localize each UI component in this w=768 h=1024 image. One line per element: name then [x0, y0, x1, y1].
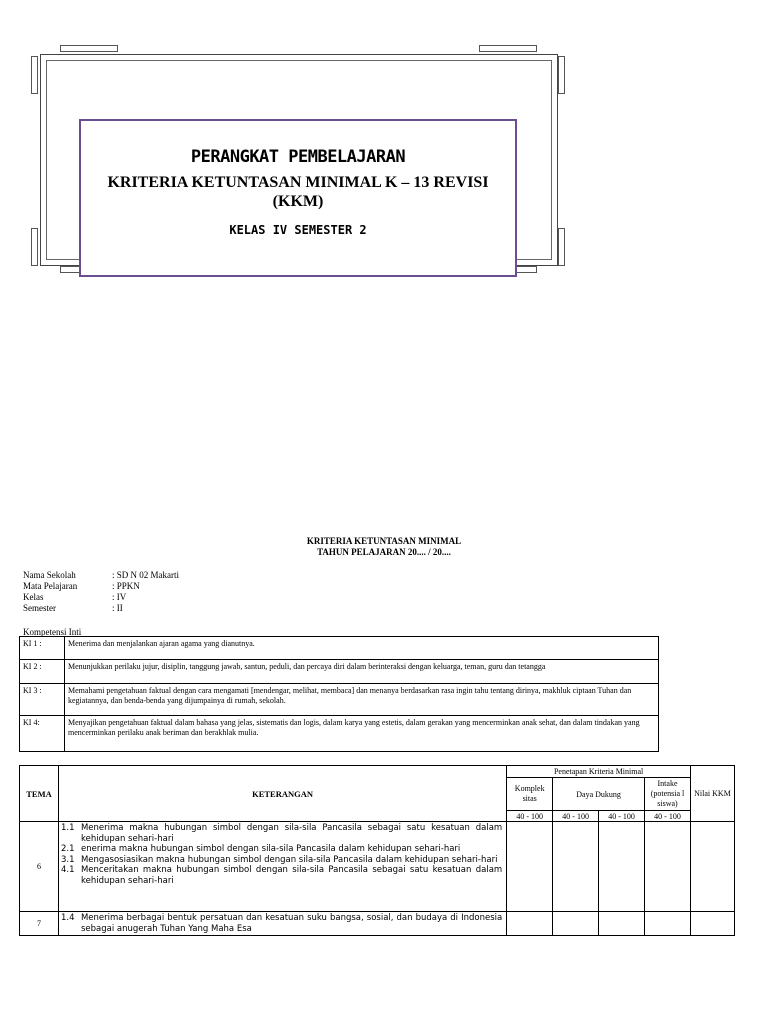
document-year: TAHUN PELAJARAN 20.... / 20....	[317, 547, 451, 557]
info-value: : IV	[112, 592, 127, 602]
info-row-semester	[23, 603, 179, 614]
frame-tab-top-left	[60, 45, 118, 52]
info-value: : SD N 02 Makarti	[112, 570, 179, 580]
frame-tab-right-top	[558, 56, 565, 94]
table-row	[20, 912, 735, 936]
info-label: Kelas	[23, 592, 44, 602]
info-label: Mata Pelajaran	[23, 581, 78, 591]
col-nilai-kkm: Nilai KKM	[690, 766, 734, 822]
range-cell: 40 - 100	[599, 811, 645, 822]
kd-text: Mengasosiasikan makna hubungan simbol dengan sila-sila Pancasila dalam kehidupan sehari-hari	[80, 854, 498, 865]
kd-text: Menceritakan makna hubungan simbol dengan sila-sila Pancasila sebagai satu kesatuan dalam kehidupan sehari-hari	[80, 865, 503, 886]
kd-number: 3.1	[60, 854, 75, 865]
kd-item	[61, 913, 502, 934]
cover-title: PERANGKAT PEMBELAJARAN	[190, 147, 406, 167]
frame-tab-left-bottom	[31, 228, 38, 266]
empty-cell	[507, 912, 553, 936]
kkm-table	[19, 765, 735, 936]
frame-tab-right-bottom	[558, 228, 565, 266]
info-row-school	[23, 570, 179, 581]
ki-code: KI 1 :	[20, 637, 65, 660]
kd-number: 4.1	[60, 865, 75, 875]
ki-text: Menerima dan menjalankan ajaran agama yang dianutnya.	[65, 637, 659, 660]
ki-code: KI 3 :	[20, 684, 65, 716]
keterangan-cell	[58, 912, 506, 936]
ki-text: Memahami pengetahuan faktual dengan cara mengamati [mendengar, melihat, membaca] dan menanya berdasarkan rasa ingin tahu tentang dirinya, makhluk ciptaan Tuhan dan kegiatannya, dan benda-benda yang dijumpainya di rumah, sekolah.	[65, 684, 659, 716]
ki-code: KI 2 :	[20, 660, 65, 684]
ki-row	[20, 684, 659, 716]
info-label: Semester	[23, 603, 56, 613]
range-cell: 40 - 100	[645, 811, 691, 822]
empty-cell	[645, 912, 691, 936]
col-tema: TEMA	[20, 766, 59, 822]
info-label: Nama Sekolah	[23, 570, 76, 580]
table-row	[20, 822, 735, 912]
table-header-row	[20, 766, 735, 778]
kd-item	[61, 844, 502, 855]
col-keterangan: KETERANGAN	[58, 766, 506, 822]
cover-subtitle	[81, 173, 515, 211]
ki-text: Menyajikan pengetahuan faktual dalam bahasa yang jelas, sistematis dan logis, dalam karya yang estetis, dalam gerakan yang mencerminkan anak sehat, dan dalam tindakan yang mencerminkan perilaku anak beriman dan berakhlak mulia.	[65, 716, 659, 752]
cover-title-box	[79, 119, 517, 277]
range-cell: 40 - 100	[553, 811, 599, 822]
empty-cell	[507, 822, 553, 912]
kd-text: enerima makna hubungan simbol dengan sila-sila Pancasila dalam kehidupan sehari-hari	[80, 844, 461, 854]
frame-tab-left-top	[31, 56, 38, 94]
kd-item	[61, 823, 502, 844]
ki-heading: Kompetensi Inti	[23, 627, 82, 637]
tema-cell: 7	[20, 912, 59, 936]
range-cell: 40 - 100	[507, 811, 553, 822]
col-kompleksitas: Komplek sitas	[507, 778, 553, 811]
col-penetapan: Penetapan Kriteria Minimal	[507, 766, 691, 778]
empty-cell	[553, 822, 599, 912]
cover-subtitle-line2: (KKM)	[272, 193, 324, 210]
kd-text: Menerima berbagai bentuk persatuan dan kesatuan suku bangsa, sosial, dan budaya di Indonesia sebagai anugerah Tuhan Yang Maha Esa	[80, 913, 503, 934]
frame-tab-top-right	[479, 45, 537, 52]
info-row-subject	[23, 581, 179, 592]
kd-number: 1.4	[60, 913, 75, 923]
info-value: : PPKN	[112, 581, 140, 591]
kd-number: 2.1	[60, 844, 75, 854]
document-title: KRITERIA KETUNTASAN MINIMAL	[306, 536, 462, 546]
cover-class-semester: KELAS IV SEMESTER 2	[229, 223, 367, 237]
col-daya-dukung: Daya Dukung	[553, 778, 645, 811]
empty-cell	[690, 912, 734, 936]
empty-cell	[553, 912, 599, 936]
empty-cell	[599, 912, 645, 936]
info-value: : II	[112, 603, 123, 613]
ki-code: KI 4:	[20, 716, 65, 752]
school-info	[23, 570, 179, 614]
ki-row	[20, 660, 659, 684]
kd-text: Menerima makna hubungan simbol dengan sila-sila Pancasila sebagai satu kesatuan dalam kehidupan sehari-hari	[80, 823, 503, 844]
tema-cell: 6	[20, 822, 59, 912]
col-intake: Intake (potensia l siswa)	[645, 778, 691, 811]
empty-cell	[690, 822, 734, 912]
empty-cell	[645, 822, 691, 912]
kd-item	[61, 865, 502, 886]
ki-row	[20, 716, 659, 752]
info-row-class	[23, 592, 179, 603]
ki-row	[20, 637, 659, 660]
kd-number: 1.1	[60, 823, 75, 833]
keterangan-cell	[58, 822, 506, 912]
ki-table	[19, 636, 659, 752]
cover-subtitle-line1: KRITERIA KETUNTASAN MINIMAL K – 13 REVISI	[107, 174, 489, 191]
kd-item	[61, 855, 502, 866]
empty-cell	[599, 822, 645, 912]
ki-text: Menunjukkan perilaku jujur, disiplin, tanggung jawab, santun, peduli, dan percaya diri dalam berinteraksi dengan keluarga, teman, guru dan tetangga	[65, 660, 659, 684]
